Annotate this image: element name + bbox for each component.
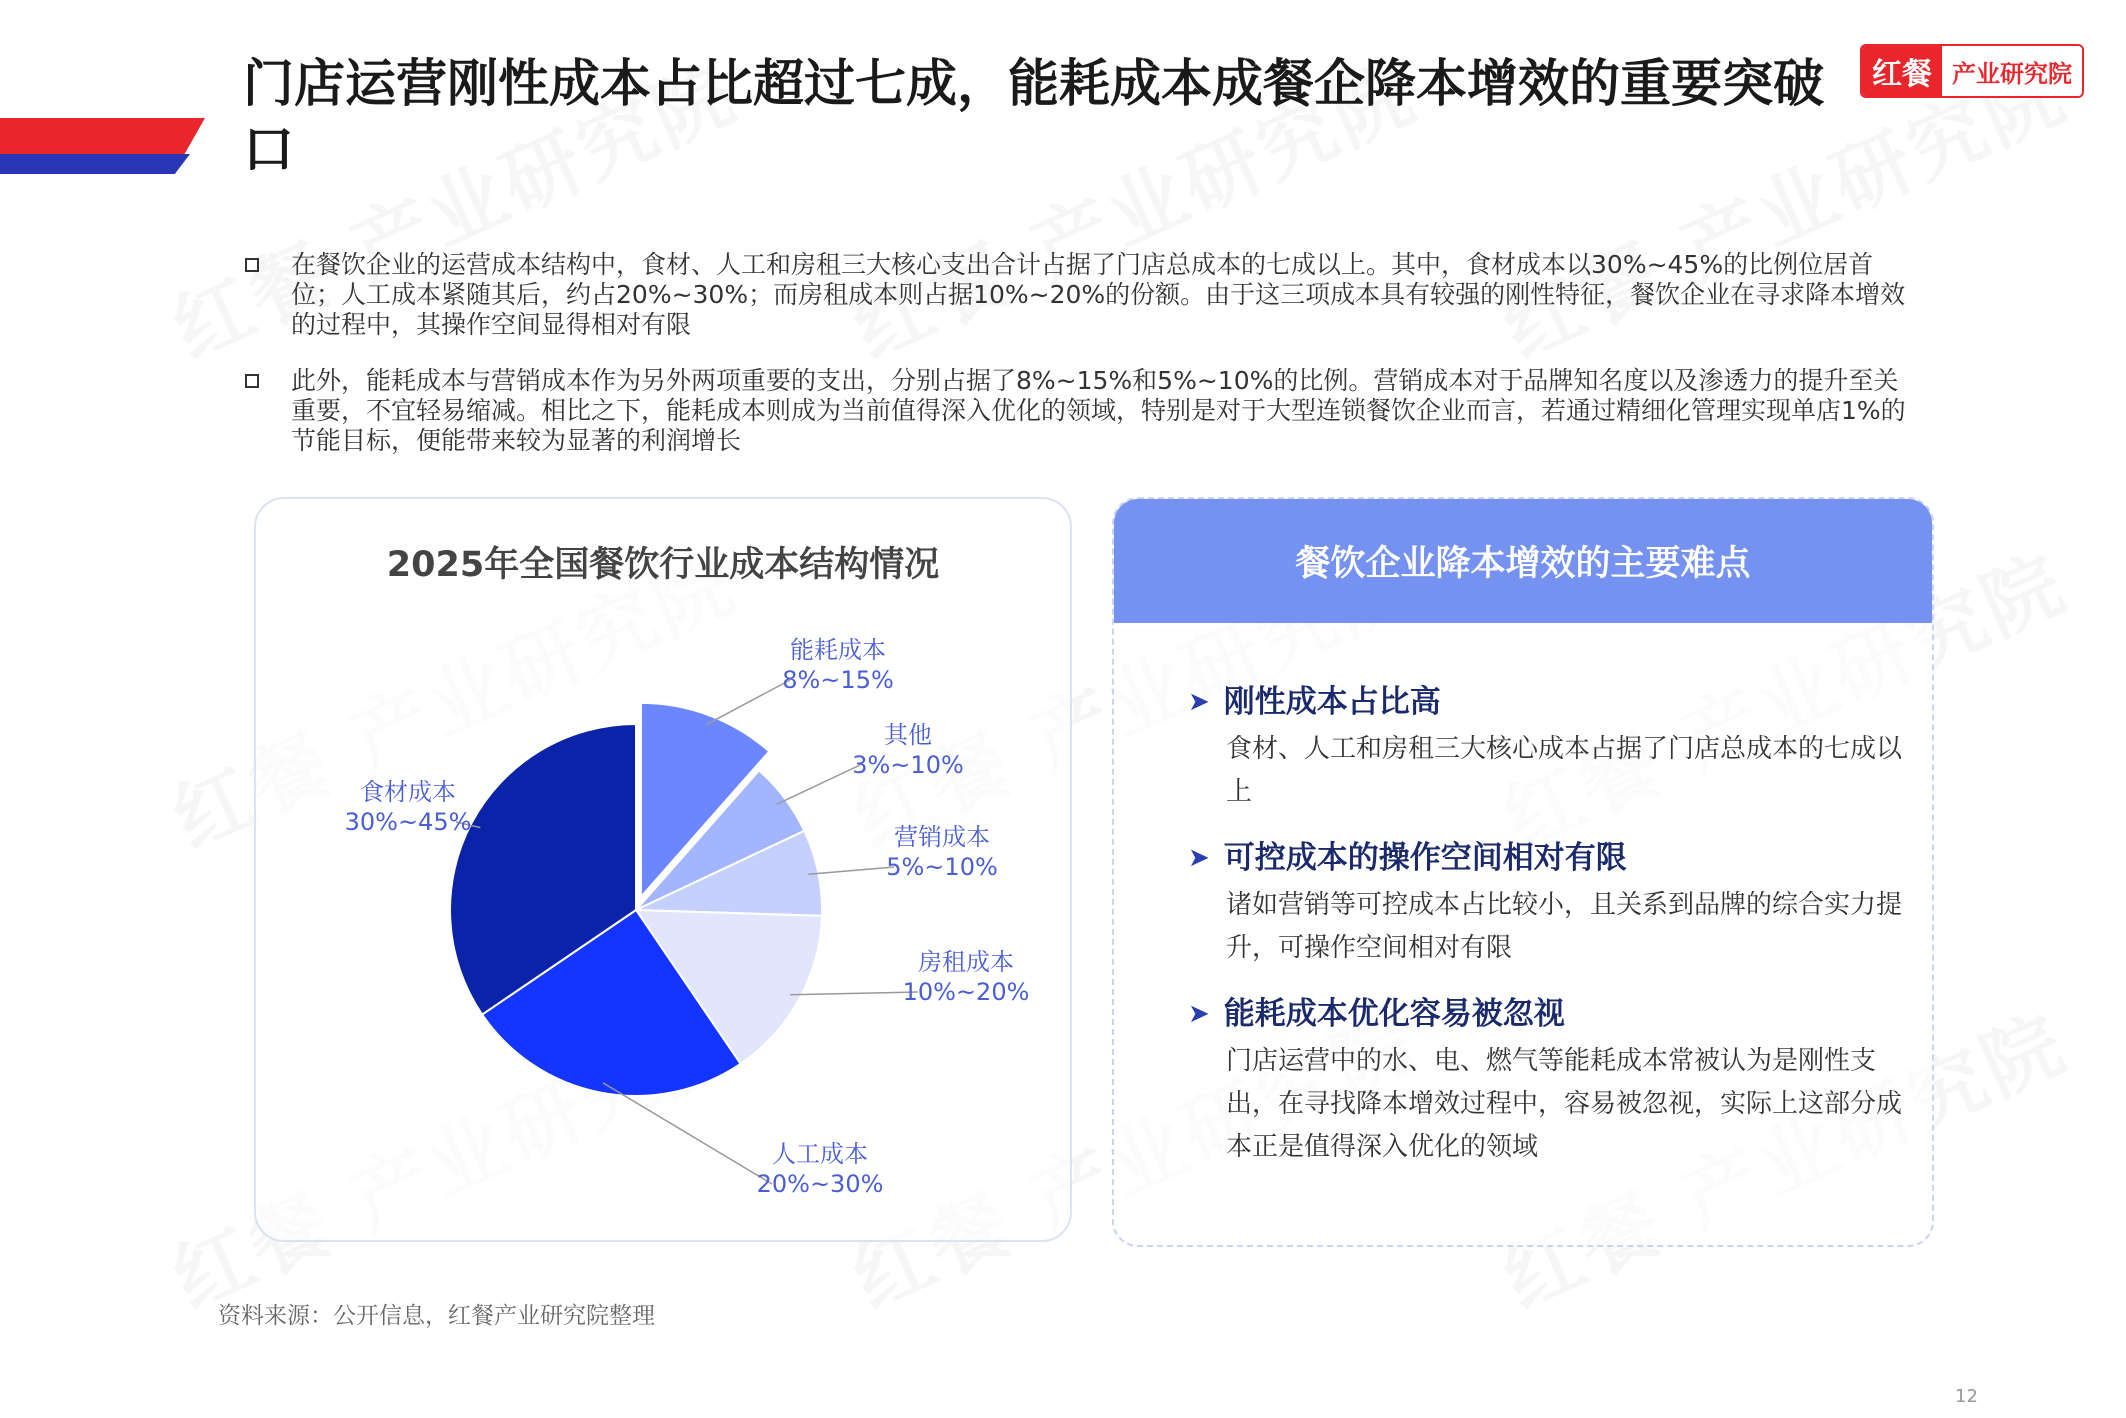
leader-line xyxy=(603,1083,772,1184)
leader-line xyxy=(808,867,894,874)
arrow-right-icon: ➤ xyxy=(1188,843,1210,873)
page-number: 12 xyxy=(1955,1386,1978,1407)
difficulty-body: 门店运营中的水、电、燃气等能耗成本常被认为是刚性支出，在寻找降本增效过程中，容易被忽视，实际上这部分成本正是值得深入优化的领域 xyxy=(1226,1046,1903,1162)
slice-label-name: 能耗成本 xyxy=(790,636,886,664)
arrow-right-icon: ➤ xyxy=(1188,999,1210,1029)
slice-label-range: 30%~45% xyxy=(344,808,472,836)
chart-title: 2025年全国餐饮行业成本结构情况 xyxy=(386,545,940,585)
bullet-text: 在餐饮企业的运营成本结构中，食材、人工和房租三大核心支出合计占据了门店总成本的七成以上。其中，食材成本以30%~45%的比例位居首位；人工成本紧随其后，约占20%~30%；而房租成本则占据10%~20%的份额。由于这三项成本具有较强的刚性特征，餐饮企业在寻求降本增效的过程中，其操作空间显得相对有限 xyxy=(291,250,1906,339)
difficulty-point xyxy=(1188,992,1908,1169)
leader-line xyxy=(777,765,860,804)
bullet-text: 此外，能耗成本与营销成本作为另外两项重要的支出，分别占据了8%~15%和5%~10%的比例。营销成本对于品牌知名度以及渗透力的提升至关重要，不宜轻易缩减。相比之下，能耗成本则成为当前值得深入优化的领域，特别是对于大型连锁餐饮企业而言，若通过精细化管理实现单店1%的节能目标，便能带来较为显著的利润增长 xyxy=(291,366,1906,455)
slice-label-name: 人工成本 xyxy=(772,1140,868,1168)
header-blue-stripe xyxy=(0,154,190,174)
slice-label-range: 20%~30% xyxy=(756,1170,884,1198)
difficulty-title xyxy=(1188,992,1908,1036)
brand-logo xyxy=(1860,44,2084,98)
difficulty-title xyxy=(1188,680,1908,724)
slice-label-range: 10%~20% xyxy=(902,978,1030,1006)
difficulty-body: 食材、人工和房租三大核心成本占据了门店总成本的七成以上 xyxy=(1226,734,1903,807)
difficulties-header: 餐饮企业降本增效的主要难点 xyxy=(1114,499,1932,623)
slice-label-range: 8%~15% xyxy=(782,666,894,694)
square-bullet-icon xyxy=(245,374,259,388)
leader-line xyxy=(706,680,790,725)
header-red-stripe xyxy=(0,118,205,154)
logo-text: 产业研究院 xyxy=(1942,46,2082,96)
difficulty-title-text: 刚性成本占比高 xyxy=(1223,684,1441,720)
logo-mark: 红餐 xyxy=(1862,46,1942,96)
slice-label-range: 5%~10% xyxy=(886,853,998,881)
bullet-item xyxy=(243,366,1923,456)
slice-label-name: 房租成本 xyxy=(918,948,1014,976)
difficulties-card xyxy=(1112,497,1934,1247)
slice-label-name: 食材成本 xyxy=(360,778,456,806)
slice-label-name: 其他 xyxy=(884,721,932,749)
difficulty-title-text: 能耗成本优化容易被忽视 xyxy=(1223,996,1565,1032)
difficulty-point xyxy=(1188,680,1908,814)
pie-chart xyxy=(254,600,1072,1240)
bullet-item xyxy=(243,250,1923,340)
leader-line xyxy=(790,992,918,995)
page-title: 门店运营刚性成本占比超过七成，能耗成本成餐企降本增效的重要突破口 xyxy=(243,55,1825,180)
square-bullet-icon xyxy=(245,258,259,272)
arrow-right-icon: ➤ xyxy=(1188,687,1210,717)
bullet-list xyxy=(243,250,1923,482)
slice-label-range: 3%~10% xyxy=(852,751,964,779)
difficulty-point xyxy=(1188,836,1908,970)
source-note: 资料来源：公开信息，红餐产业研究院整理 xyxy=(218,1303,655,1329)
difficulty-body: 诸如营销等可控成本占比较小，且关系到品牌的综合实力提升，可操作空间相对有限 xyxy=(1226,890,1903,963)
slice-label-name: 营销成本 xyxy=(894,823,990,851)
difficulty-title-text: 可控成本的操作空间相对有限 xyxy=(1223,840,1627,876)
difficulty-title xyxy=(1188,836,1908,880)
